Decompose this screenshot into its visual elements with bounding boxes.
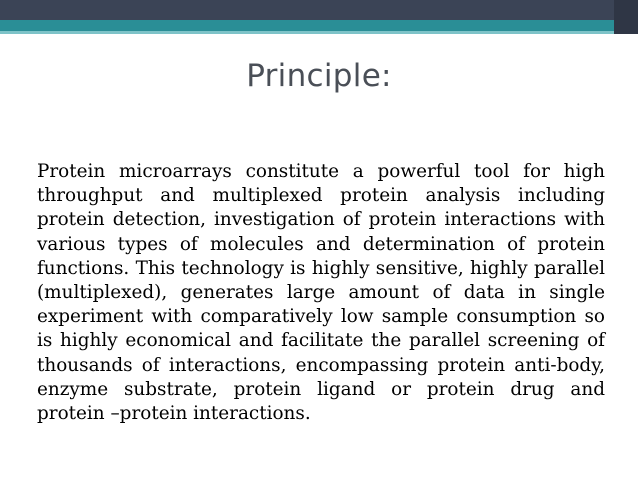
header-teal-light-band	[0, 31, 638, 34]
header-dark-band	[0, 0, 638, 20]
header-corner-block	[614, 0, 638, 34]
header-teal-band	[0, 20, 638, 31]
slide-body-paragraph: Protein microarrays constitute a powerful tool for high throughput and multiplexed protein analysis including protein detection, investigation of protein interactions with various types of molecules and determination of protein functions. This technology is highly sensitive, highly parallel (multiplexed), generates large amount of data in single experiment with comparatively low sample consumption so is highly economical and facilitate the parallel screening of thousands of interactions, encompassing protein anti-body, enzyme substrate, protein ligand or protein drug and protein –protein interactions.	[37, 161, 605, 425]
slide-title: Principle:	[246, 58, 392, 94]
